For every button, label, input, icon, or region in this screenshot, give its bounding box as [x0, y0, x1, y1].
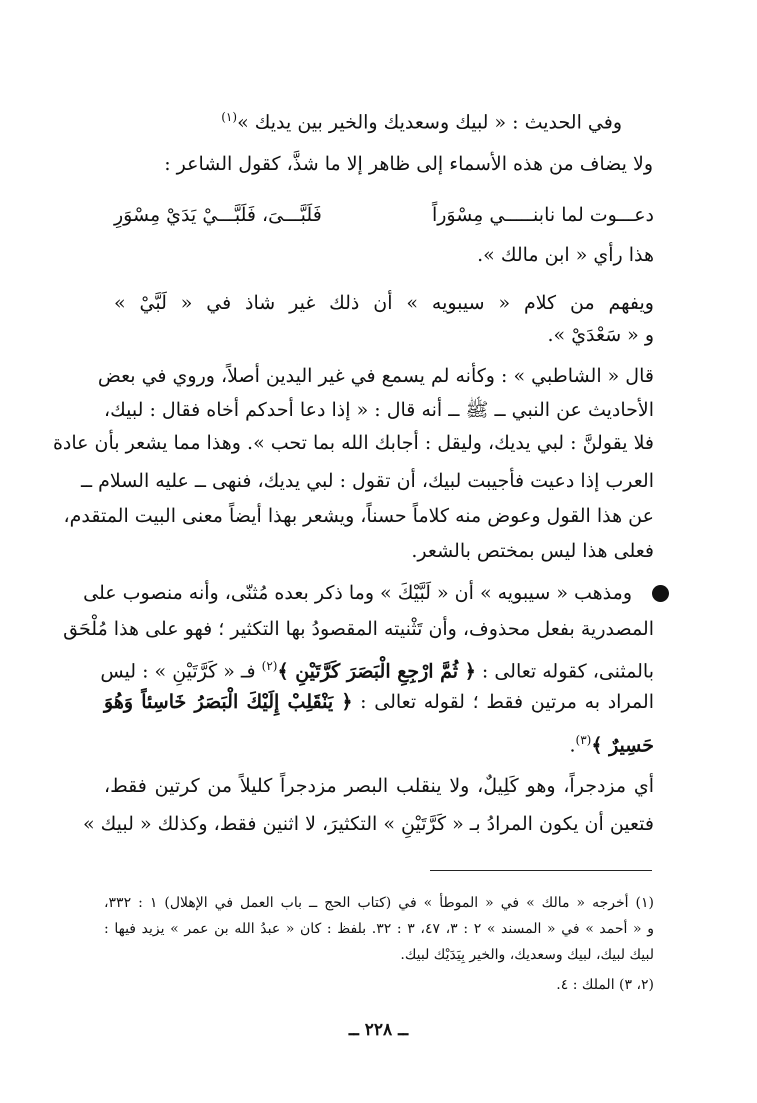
text-line-18: أي مزدجراً، وهو كَلِيلٌ، ولا ينقلب البصر مزدجراً كليلاً من كرتين فقط،	[104, 775, 654, 797]
footnote-divider	[430, 870, 652, 871]
text-line-16: المراد به مرتين فقط ؛ لقوله تعالى : ﴿ يَنْقَلِبْ إِلَيْكَ الْبَصَرُ خَاسِئاً وَهُوَ	[104, 691, 654, 713]
text-line-4: هذا رأي « ابن مالك ».	[477, 244, 654, 266]
footnote-2-3: (٢، ٣) الملك : ٤.	[556, 977, 654, 993]
section-bullet-icon	[652, 585, 669, 602]
text-line-8: الأحاديث عن النبي ــ ﷺ ــ أنه قال : « إذا دعا أحدكم أخاه فقال : لبيك،	[104, 399, 654, 421]
page-number: ــ ٢٢٨ ــ	[348, 1020, 409, 1040]
text-line-9: فلا يقولنَّ : لبي يديك، وليقل : أجابك الله بما تحب ». وهذا مما يشعر بأن عادة	[52, 432, 654, 454]
footnote-ref-1: (١)	[221, 110, 238, 124]
text-line-7: قال « الشاطبي » : وكأنه لم يسمع في غير اليدين أصلاً، وروي في بعض	[97, 365, 654, 387]
footnote-ref-3: (٣)	[575, 733, 592, 747]
text-line-10: العرب إذا دعيت فأجيبت لبيك، أن تقول : لبي يديك، فنهى ــ عليه السلام ــ	[80, 470, 654, 492]
quran-verse-1: ﴿ ثُمَّ ارْجِعِ الْبَصَرَ كَرَّتَيْنِ ﴾	[277, 660, 476, 683]
text-line-2: ولا يضاف من هذه الأسماء إلى ظاهر إلا ما شذَّ، كقول الشاعر :	[164, 153, 653, 175]
text-line-12: فعلى هذا ليس بمختص بالشعر.	[411, 540, 654, 562]
text-line-6: و « سَعْدَيْ ».	[547, 324, 654, 346]
footnote-1-line-3: لبيك لبيك، لبيك وسعديك، والخير بِيَدَيْك لبيك.	[400, 947, 654, 963]
text-line-11: عن هذا القول وعوض منه كلاماً حسناً، ويشعر بهذا أيضاً معنى البيت المتقدم،	[63, 505, 654, 527]
text-line-1: وفي الحديث : « لبيك وسعديك والخير بين يديك »$^{(١)}$	[221, 110, 622, 134]
verse-first-hemistich: دعـــوت لما نابنـــــي مِسْوَراً	[431, 204, 654, 226]
text-line-19: فتعين أن يكون المرادُ بـ « كَرَّتَيْنِ » التكثيرَ، لا اثنين فقط، وكذلك « لبيك »	[82, 813, 654, 835]
verse-second-hemistich: فَلَبَّـــىَ، فَلَبَّـــيْ يَدَيْ مِسْوَرِ	[114, 204, 322, 226]
footnote-1-line-1: (١) أخرجه « مالك » في « الموطأ » في (كتاب الحج ــ باب العمل في الإهلال) ١ : ٣٣٢،	[104, 895, 654, 911]
footnote-ref-2: (٢)	[261, 659, 278, 673]
text-line-14: المصدرية بفعل محذوف، وأن تَثْنيته المقصودُ بها التكثير ؛ فهو على هذا مُلْحَق	[63, 618, 654, 640]
text-line-5: ويفهم من كلام « سيبويه » أن ذلك غير شاذ في « لَبَّيْ »	[114, 292, 654, 314]
text-line-13: ومذهب « سيبويه » أن « لَبَّيْكَ » وما ذكر بعده مُثنّى، وأنه منصوب على	[83, 582, 632, 604]
text-line-17: حَسِيرٌ ﴾$^{(٣)}$.	[569, 733, 654, 757]
footnote-1-line-2: و « أحمد » في « المسند » ٢ : ٣، ٤٧، ٣ : ٣٢. بلفظ : كان « عبدُ الله بن عمر » يزيد فيها :	[104, 921, 654, 937]
quran-verse-2: ﴿ يَنْقَلِبْ إِلَيْكَ الْبَصَرُ خَاسِئاً وَهُوَ	[104, 691, 353, 713]
text-line-15: بالمثنى، كقوله تعالى : ﴿ ثُمَّ ارْجِعِ الْبَصَرَ كَرَّتَيْنِ ﴾$^{(٢)}$ فـ « كَرَّتَيْنِ » : ليس	[100, 659, 654, 683]
